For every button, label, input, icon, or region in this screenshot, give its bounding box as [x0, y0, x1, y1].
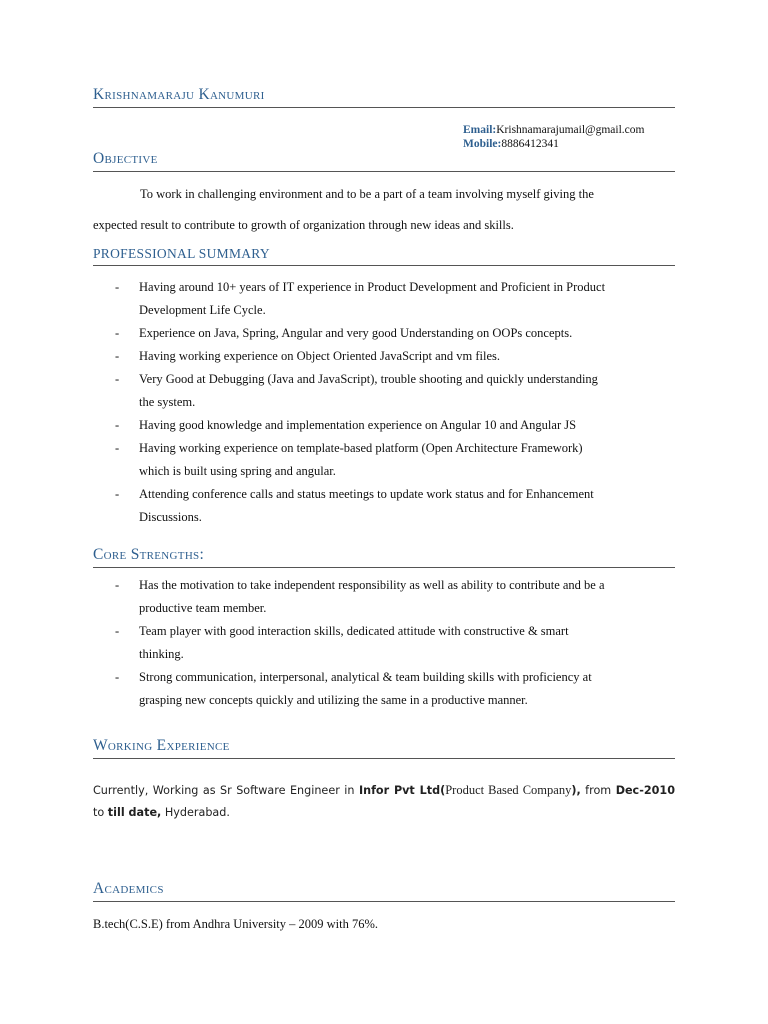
bullet-dash: -: [115, 418, 120, 432]
summary-text-line-2: Development Life Cycle.: [139, 303, 266, 317]
summary-text-line-1: Very Good at Debugging (Java and JavaScript), trouble shooting and quickly understanding: [139, 372, 598, 386]
bullet-dash: -: [115, 487, 120, 501]
summary-item: [115, 368, 675, 414]
mobile-value: 8886412341: [501, 138, 559, 150]
close-paren: ),: [571, 784, 581, 797]
summary-item: [115, 414, 675, 437]
from-word: from: [585, 784, 612, 797]
summary-item: [115, 322, 675, 345]
company-type: Product Based Company: [445, 783, 572, 797]
strength-text-line-2: thinking.: [139, 647, 184, 661]
summary-item: [115, 483, 675, 529]
objective-heading: Objective: [93, 150, 675, 172]
core-strengths-heading: Core Strengths:: [93, 546, 675, 568]
bullet-dash: -: [115, 670, 120, 684]
strength-text-line-1: Strong communication, interpersonal, analytical & team building skills with proficiency at: [139, 670, 592, 684]
city: Hyderabad.: [164, 806, 230, 819]
till-date: till date,: [107, 806, 162, 819]
to-word: to: [93, 806, 105, 819]
summary-text-line-1: Having good knowledge and implementation experience on Angular 10 and Angular JS: [139, 418, 577, 432]
core-strengths-list: [115, 574, 675, 712]
objective-line-2: expected result to contribute to growth of organization through new ideas and skills.: [93, 218, 514, 232]
email-label: Email:: [463, 124, 497, 136]
strength-item: [115, 620, 675, 666]
summary-text-line-2: which is built using spring and angular.: [139, 464, 336, 478]
summary-text-line-1: Having working experience on template-based platform (Open Architecture Framework): [139, 441, 583, 455]
bullet-dash: -: [115, 349, 120, 363]
contact-mobile: [463, 138, 559, 150]
summary-item: [115, 437, 675, 483]
experience-paragraph: [93, 779, 675, 824]
strength-item: [115, 574, 675, 620]
summary-text-line-1: Attending conference calls and status meetings to update work status and for Enhancement: [139, 487, 594, 501]
strength-text-line-2: grasping new concepts quickly and utilizing the same in a productive manner.: [139, 693, 528, 707]
email-value: Krishnamarajumail@gmail.com: [496, 124, 645, 136]
bullet-dash: -: [115, 578, 120, 592]
summary-text-line-2: Discussions.: [139, 510, 202, 524]
summary-text-line-1: Having working experience on Object Oriented JavaScript and vm files.: [139, 349, 500, 363]
summary-text-line-1: Having around 10+ years of IT experience in Product Development and Proficient in Product: [139, 280, 606, 294]
experience-intro: Currently, Working as Sr Software Engineer in: [93, 784, 355, 797]
strength-text-line-1: Has the motivation to take independent responsibility as well as ability to contribute and be a: [139, 578, 605, 592]
mobile-label: Mobile:: [463, 138, 502, 150]
summary-text-line-2: the system.: [139, 395, 196, 409]
strength-item: [115, 666, 675, 712]
open-paren: (: [440, 784, 446, 797]
bullet-dash: -: [115, 372, 120, 386]
summary-item: [115, 276, 675, 322]
bullet-dash: -: [115, 441, 120, 455]
academics-heading: Academics: [93, 880, 675, 902]
summary-item: [115, 345, 675, 368]
start-date: Dec-2010: [615, 784, 675, 797]
bullet-dash: -: [115, 326, 120, 340]
summary-text-line-1: Experience on Java, Spring, Angular and very good Understanding on OOPs concepts.: [139, 326, 573, 340]
strength-text-line-2: productive team member.: [139, 601, 267, 615]
strength-text-line-1: Team player with good interaction skills, dedicated attitude with constructive & smart: [139, 624, 569, 638]
bullet-dash: -: [115, 624, 120, 638]
working-experience-heading: Working Experience: [93, 737, 675, 759]
candidate-name: Krishnamaraju Kanumuri: [93, 86, 675, 108]
academics-line: B.tech(C.S.E) from Andhra University – 2009 with 76%.: [93, 917, 379, 931]
professional-summary-list: [115, 276, 675, 529]
company-name: Infor Pvt Ltd: [358, 784, 441, 797]
objective-line-1: To work in challenging environment and to be a part of a team involving myself giving the: [140, 187, 594, 201]
contact-email: [463, 124, 644, 136]
professional-summary-heading: PROFESSIONAL SUMMARY: [93, 246, 675, 266]
bullet-dash: -: [115, 280, 120, 294]
